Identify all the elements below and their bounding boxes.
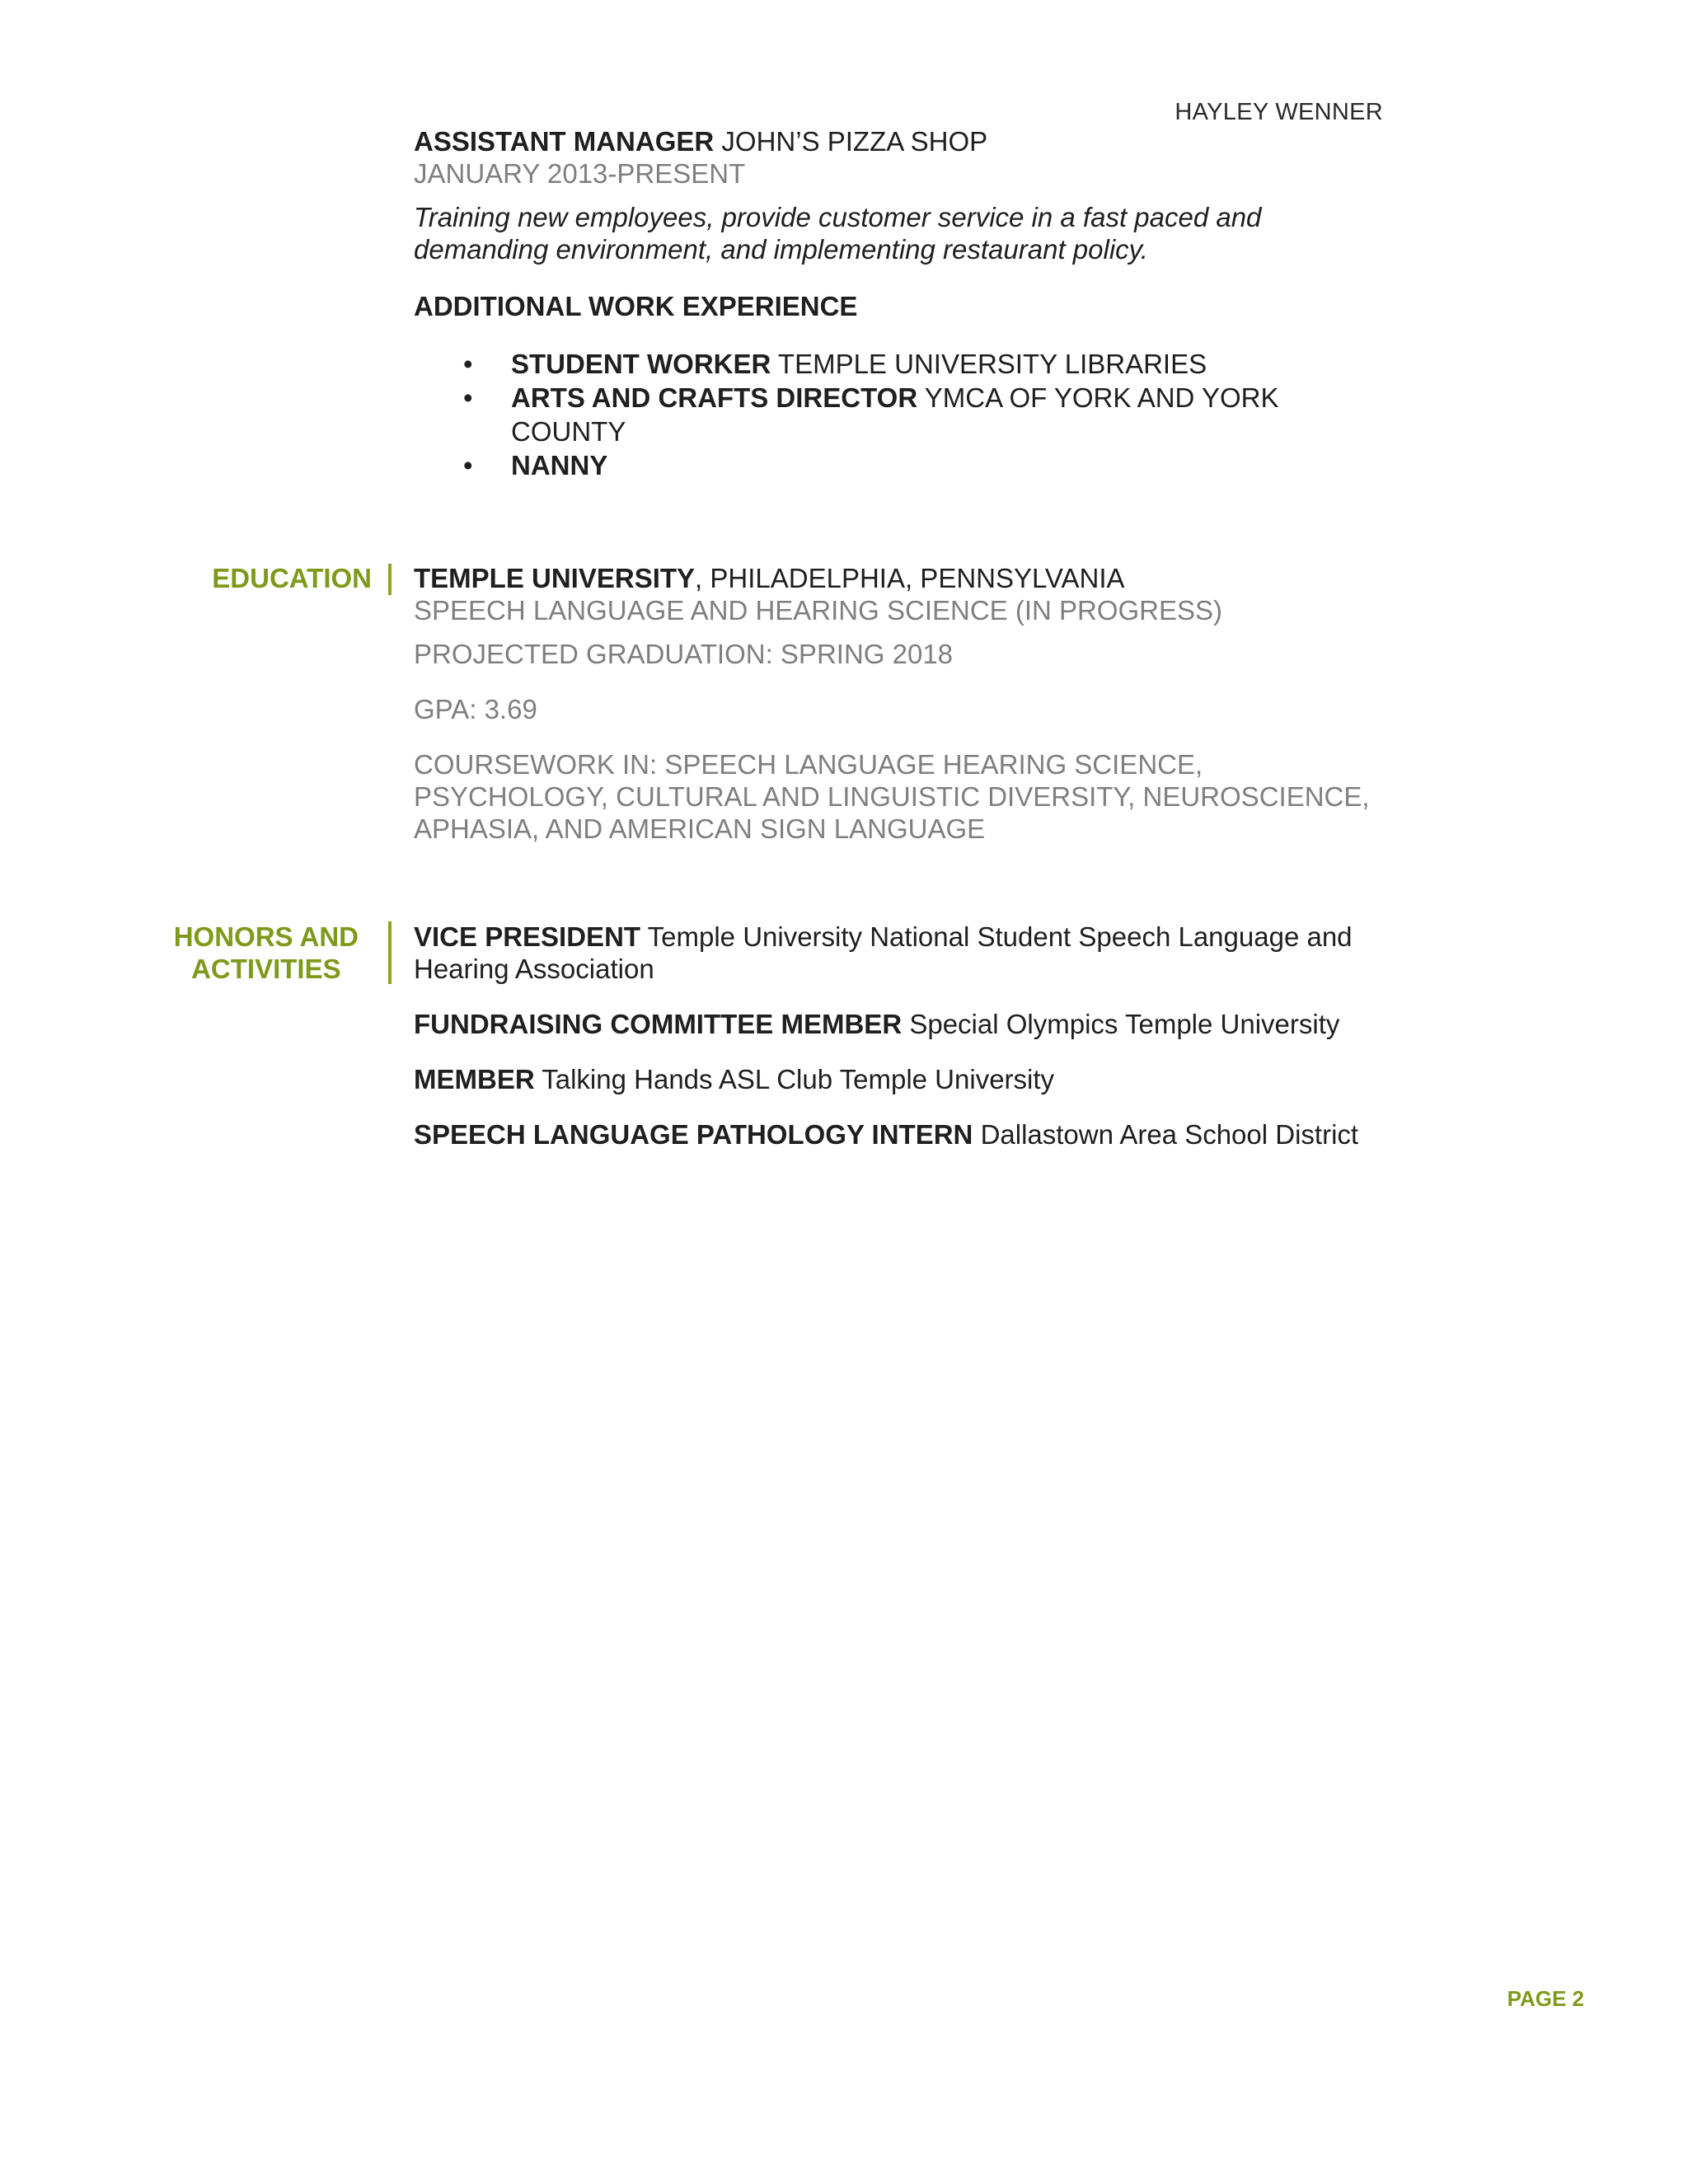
job-dates: JANUARY 2013-PRESENT — [414, 158, 746, 189]
additional-work-list — [414, 347, 1335, 482]
education-graduation: PROJECTED GRADUATION: SPRING 2018 — [414, 639, 954, 669]
page-number: PAGE 2 — [1507, 1986, 1584, 2011]
education-school-line — [414, 562, 1403, 594]
honors-label-line1: HONORS AND — [173, 921, 359, 952]
job-employer: JOHN’S PIZZA SHOP — [721, 126, 988, 157]
education-school: TEMPLE UNIVERSITY — [414, 563, 696, 593]
education-degree: SPEECH LANGUAGE AND HEARING SCIENCE (IN PROGRESS) — [414, 595, 1223, 626]
bullet-icon: • — [463, 450, 473, 480]
header-name: HAYLEY WENNER — [1175, 99, 1383, 125]
work-item-title: NANNY — [511, 450, 608, 480]
work-item-org: TEMPLE UNIVERSITY LIBRARIES — [777, 349, 1207, 379]
honors-org: Dallastown Area School District — [980, 1119, 1359, 1150]
list-item — [463, 347, 1335, 381]
education-gpa: GPA: 3.69 — [414, 694, 537, 724]
education-location: , PHILADELPHIA, PENNSYLVANIA — [695, 563, 1125, 593]
honors-org: Special Olympics Temple University — [909, 1009, 1340, 1039]
honors-role: SPEECH LANGUAGE PATHOLOGY INTERN — [414, 1119, 973, 1150]
education-divider — [388, 564, 392, 595]
bullet-icon: • — [463, 349, 473, 379]
work-item-title: ARTS AND CRAFTS DIRECTOR — [511, 382, 918, 413]
honors-label — [174, 921, 359, 985]
job-description: Training new employees, provide customer service in a fast paced and demanding environment, and implementing restaurant policy. — [414, 202, 1262, 265]
honors-section — [414, 921, 1403, 1151]
job-title: ASSISTANT MANAGER — [414, 126, 715, 157]
job-section — [414, 125, 1403, 482]
honors-role: VICE PRESIDENT — [414, 921, 641, 952]
honors-item — [414, 1063, 1403, 1095]
honors-org: Temple University National Student Speech Language and Hearing Association — [414, 921, 1353, 984]
honors-item — [414, 1008, 1403, 1040]
honors-item — [414, 921, 1403, 985]
work-item-org: YMCA OF YORK AND YORK COUNTY — [511, 382, 1279, 447]
work-item-title: STUDENT WORKER — [511, 349, 771, 379]
honors-label-line2: ACTIVITIES — [191, 954, 341, 984]
education-label: EDUCATION — [212, 563, 372, 593]
honors-role: FUNDRAISING COMMITTEE MEMBER — [414, 1009, 903, 1039]
list-item — [463, 448, 1335, 482]
bullet-icon: • — [463, 382, 473, 413]
honors-role: MEMBER — [414, 1064, 535, 1094]
additional-work-heading: ADDITIONAL WORK EXPERIENCE — [414, 291, 858, 321]
list-item — [463, 381, 1335, 448]
honors-org: Talking Hands ASL Club Temple University — [542, 1064, 1055, 1094]
education-coursework: COURSEWORK IN: SPEECH LANGUAGE HEARING SCIENCE, PSYCHOLOGY, CULTURAL AND LINGUISTIC DIVERSITY, NEUROSCIENCE, APHASIA, AND AMERICAN SIGN LANGUAGE — [414, 749, 1370, 844]
honors-item — [414, 1118, 1403, 1151]
job-title-line — [414, 125, 1403, 157]
honors-divider — [388, 921, 392, 984]
education-section — [414, 562, 1403, 845]
